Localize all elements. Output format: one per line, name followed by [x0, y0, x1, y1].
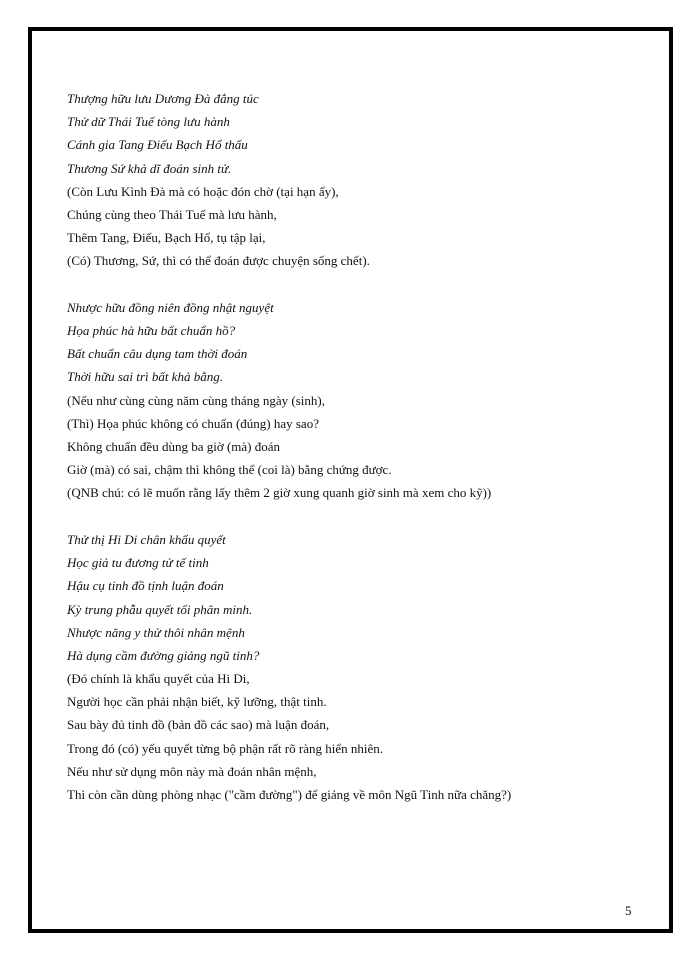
editor-note-line: (QNB chú: có lẽ muốn rằng lấy thêm 2 giờ xung quanh giờ sinh mà xem cho kỹ)) [67, 485, 492, 501]
verse-line: Thượng hữu lưu Dương Đà đẳng túc [67, 91, 259, 106]
verse-line: Thương Sứ khả dĩ đoán sinh tử. [67, 160, 232, 176]
verse-line: Nhược năng y thử thôi nhân mệnh [67, 624, 245, 640]
stanza-1 [67, 87, 647, 273]
verse-line: Bất chuẩn câu dụng tam thời đoán [67, 346, 248, 362]
translation-line: Thì còn cần dùng phòng nhạc ("cầm đường") để giảng về môn Ngũ Tinh nữa chăng?) [67, 787, 512, 803]
verse-line: Kỳ trung phẫu quyết tối phân minh. [67, 601, 253, 617]
verse-line: Học giả tu đương tử tế tinh [67, 555, 209, 571]
verse-line: Họa phúc hà hữu bất chuẩn hồ? [67, 323, 236, 339]
translation-line: (Đó chính là khẩu quyết của Hi Di, [67, 671, 250, 687]
page-number: 5 [625, 903, 632, 918]
translation-line: Giờ (mà) có sai, chậm thì không thể (coi là) bằng chứng được. [67, 462, 392, 478]
translation-line: Thêm Tang, Điếu, Bạch Hổ, tụ tập lại, [67, 230, 266, 246]
translation-line: Người học cần phải nhận biết, kỹ lưỡng, thật tinh. [67, 694, 327, 710]
translation-line: Nếu như sử dụng môn này mà đoán nhân mệnh, [67, 763, 317, 779]
translation-line: (Còn Lưu Kình Đà mà có hoặc đón chờ (tại hạn ấy), [67, 183, 339, 199]
translation-line: Chúng cùng theo Thái Tuế mà lưu hành, [67, 206, 277, 222]
translation-line: Không chuẩn đều dùng ba giờ (mà) đoán [67, 439, 281, 455]
stanza-3 [67, 528, 647, 806]
translation-line: (Nếu như cùng cùng năm cùng tháng ngày (sinh), [67, 392, 325, 408]
verse-line: Thử thị Hi Di chân khẩu quyết [67, 531, 226, 547]
translation-line: (Có) Thương, Sứ, thì có thể đoán được chuyện sống chết). [67, 253, 370, 269]
verse-line: Hà dụng cầm đường giảng ngũ tinh? [67, 647, 260, 663]
document-body [67, 87, 647, 830]
verse-line: Thời hữu sai trì bất khả bằng. [67, 369, 223, 385]
verse-line: Hậu cụ tinh đồ tịnh luận đoán [67, 578, 224, 594]
verse-line: Nhược hữu đồng niên đồng nhật nguyệt [67, 299, 274, 315]
verse-line: Cánh gia Tang Điếu Bạch Hổ thấu [67, 137, 248, 153]
verse-line: Thử dữ Thái Tuế tòng lưu hành [67, 114, 230, 130]
stanza-2 [67, 296, 647, 505]
translation-line: Trong đó (có) yếu quyết từng bộ phận rất rõ ràng hiển nhiên. [67, 740, 383, 756]
translation-line: (Thì) Họa phúc không có chuẩn (đúng) hay sao? [67, 415, 319, 431]
translation-line: Sau bày đủ tinh đồ (bản đồ các sao) mà luận đoán, [67, 717, 330, 733]
